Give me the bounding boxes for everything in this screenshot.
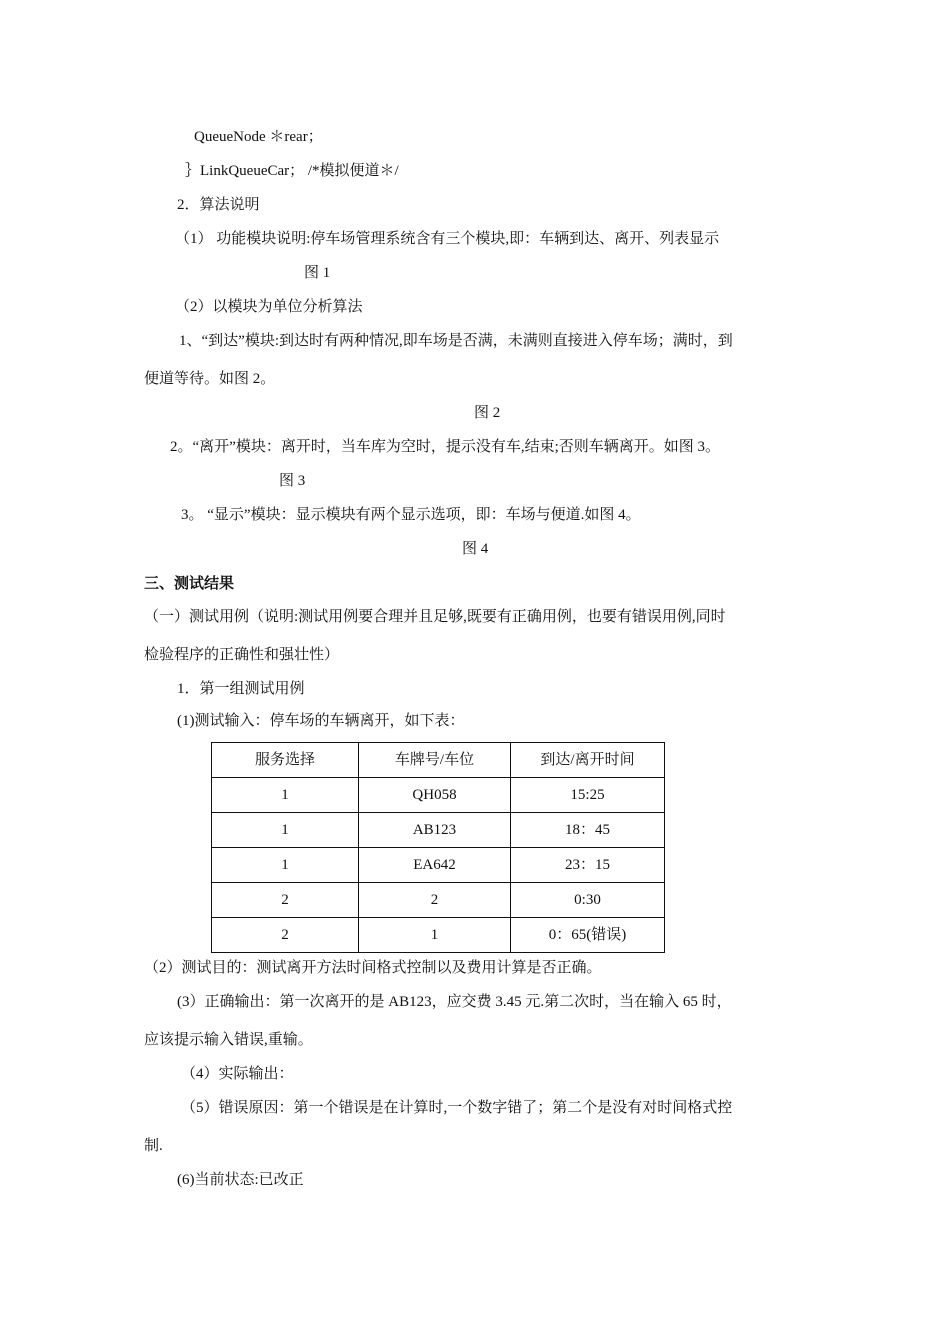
group1-heading: 1．第一组测试用例	[177, 681, 305, 697]
expected-output: (3）正确输出：第一次离开的是 AB123，应交费 3.45 元.第二次时，当在输入 65 时，	[177, 994, 732, 1010]
arrive-module-text-cont: 便道等待。如图 2。	[144, 371, 276, 387]
arrive-module-text: 1、“到达”模块:到达时有两种情况,即车场是否满，未满则直接进入停车场；满时，到	[179, 333, 733, 349]
table-header-cell: 服务选择	[212, 743, 359, 778]
table-cell: 1	[359, 918, 511, 953]
table-cell: 2	[359, 883, 511, 918]
table-cell: 0：65(错误)	[511, 918, 665, 953]
table-cell: EA642	[359, 848, 511, 883]
table-row	[212, 848, 665, 883]
test-input-label: (1)测试输入：停车场的车辆离开，如下表：	[177, 713, 465, 729]
table-header-cell: 车牌号/车位	[359, 743, 511, 778]
figure-2-caption: 图 2	[474, 405, 501, 421]
table-header-row	[212, 743, 665, 778]
table-cell: 1	[212, 848, 359, 883]
actual-output: （4）实际输出：	[181, 1066, 294, 1082]
test-cases-note-cont: 检验程序的正确性和强壮性）	[144, 647, 340, 663]
table-row	[212, 883, 665, 918]
display-module-text: 3。 “显示”模块：显示模块有两个显示选项，即：车场与便道.如图 4。	[181, 507, 641, 523]
test-input-table	[211, 742, 665, 953]
leave-module-text: 2。“离开”模块：离开时，当车库为空时，提示没有车,结束;否则车辆离开。如图 3。	[170, 439, 720, 455]
table-row	[212, 813, 665, 848]
algorithm-heading: 2．算法说明	[177, 197, 260, 213]
table-cell: 1	[212, 778, 359, 813]
figure-4-caption: 图 4	[462, 541, 489, 557]
error-cause-cont: 制.	[144, 1138, 163, 1154]
current-status: (6)当前状态:已改正	[177, 1172, 304, 1188]
table-cell: 15:25	[511, 778, 665, 813]
table-cell: 18：45	[511, 813, 665, 848]
table-cell: 2	[212, 883, 359, 918]
module-description: （1） 功能模块说明:停车场管理系统含有三个模块,即：车辆到达、离开、列表显示	[175, 231, 720, 247]
table-cell: AB123	[359, 813, 511, 848]
table-row	[212, 918, 665, 953]
expected-output-cont: 应该提示输入错误,重输。	[144, 1032, 313, 1048]
test-purpose: （2）测试目的：测试离开方法时间格式控制以及费用计算是否正确。	[144, 960, 602, 976]
code-line-typedef-end: ｝LinkQueueCar； /*模拟便道＊/	[185, 163, 399, 179]
code-line-rear: QueueNode ＊rear；	[194, 129, 323, 145]
analysis-heading: （2）以模块为单位分析算法	[175, 299, 363, 315]
error-cause: （5）错误原因：第一个错误是在计算时,一个数字错了；第二个是没有对时间格式控	[181, 1100, 733, 1116]
table-header-cell: 到达/离开时间	[511, 743, 665, 778]
table-cell: 0:30	[511, 883, 665, 918]
table-cell: QH058	[359, 778, 511, 813]
figure-3-caption: 图 3	[279, 473, 306, 489]
figure-1-caption: 图 1	[304, 265, 331, 281]
test-results-heading: 三、测试结果	[144, 574, 235, 592]
table-cell: 23：15	[511, 848, 665, 883]
table-cell: 1	[212, 813, 359, 848]
table-cell: 2	[212, 918, 359, 953]
table-row	[212, 778, 665, 813]
test-cases-note: （一）测试用例（说明:测试用例要合理并且足够,既要有正确用例，也要有错误用例,同时	[144, 609, 726, 625]
